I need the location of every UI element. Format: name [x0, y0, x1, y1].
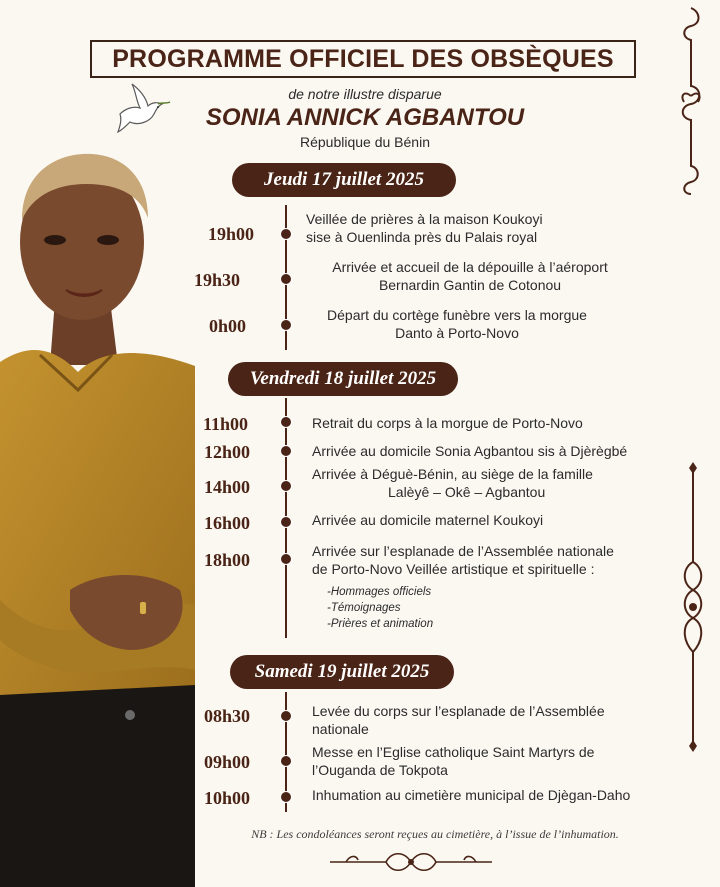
- event-time: 19h30: [193, 270, 240, 290]
- event-time: 12h00: [203, 442, 250, 462]
- sub-item: -Témoignages: [327, 602, 401, 614]
- event-description: Arrivée au domicile maternel Koukoyi: [312, 512, 544, 528]
- event-time: 0h00: [208, 316, 246, 336]
- dove-icon: [114, 80, 174, 135]
- event-description: Départ du cortège funèbre vers la morgue Danto à Porto-Novo: [327, 307, 587, 341]
- event-description: Inhumation au cimetière municipal de Djègan-Daho: [312, 787, 631, 803]
- event-time: 14h00: [203, 477, 250, 497]
- event-description: Levée du corps sur l’esplanade de l’Assemblée nationale: [312, 703, 605, 737]
- timeline-dot: [280, 553, 292, 565]
- event-time: 18h00: [203, 550, 250, 570]
- timeline-dot: [280, 228, 292, 240]
- timeline-dot: [280, 710, 292, 722]
- timeline-dot: [280, 445, 292, 457]
- event-description: Arrivée sur l’esplanade de l’Assemblée nationale de Porto-Novo Veillée artistique et spirituelle :: [312, 543, 614, 577]
- timeline-dot: [280, 516, 292, 528]
- scroll-ornament-icon: [326, 847, 496, 877]
- page-title: PROGRAMME OFFICIEL DES OBSÈQUES: [90, 40, 636, 78]
- event-time: 10h00: [203, 788, 250, 808]
- deceased-name: SONIA ANNICK AGBANTOU: [205, 104, 525, 131]
- timeline-dot: [280, 319, 292, 331]
- timeline-dot: [280, 416, 292, 428]
- footnote: NB : Les condoléances seront reçues au cimetière, à l’issue de l’inhumation.: [251, 827, 619, 841]
- event-description: Arrivée et accueil de la dépouille à l’aéroport Bernardin Gantin de Cotonou: [332, 259, 608, 293]
- timeline-dot: [280, 273, 292, 285]
- event-time: 16h00: [203, 513, 250, 533]
- event-description: Arrivée au domicile Sonia Agbantou sis à Djèrègbé: [312, 443, 628, 459]
- sub-item: -Prières et animation: [327, 618, 434, 630]
- country-label: République du Bénin: [300, 134, 430, 150]
- timeline-dot: [280, 755, 292, 767]
- portrait-photo: [0, 150, 195, 887]
- scroll-ornament-icon: [676, 6, 706, 196]
- sub-item-list: [327, 584, 433, 632]
- subtitle: de notre illustre disparue: [288, 86, 442, 102]
- day-header: Samedi 19 juillet 2025: [230, 655, 454, 689]
- timeline-dot: [280, 791, 292, 803]
- day-header: Vendredi 18 juillet 2025: [228, 362, 458, 396]
- sub-item: -Hommages officiels: [327, 586, 432, 598]
- event-description: Retrait du corps à la morgue de Porto-Novo: [312, 415, 583, 431]
- event-time: 08h30: [203, 706, 250, 726]
- event-time: 11h00: [202, 414, 248, 434]
- event-description: Messe en l’Eglise catholique Saint Martyrs de l’Ouganda de Tokpota: [312, 744, 595, 778]
- event-description: Arrivée à Déguè-Bénin, au siège de la famille Lalèyê – Okê – Agbantou: [312, 466, 593, 500]
- scroll-ornament-icon: [680, 462, 706, 752]
- day-header: Jeudi 17 juillet 2025: [232, 163, 456, 197]
- event-time: 09h00: [203, 752, 250, 772]
- event-time: 19h00: [207, 224, 254, 244]
- timeline-dot: [280, 480, 292, 492]
- event-description: Veillée de prières à la maison Koukoyi sise à Ouenlinda près du Palais royal: [306, 211, 543, 245]
